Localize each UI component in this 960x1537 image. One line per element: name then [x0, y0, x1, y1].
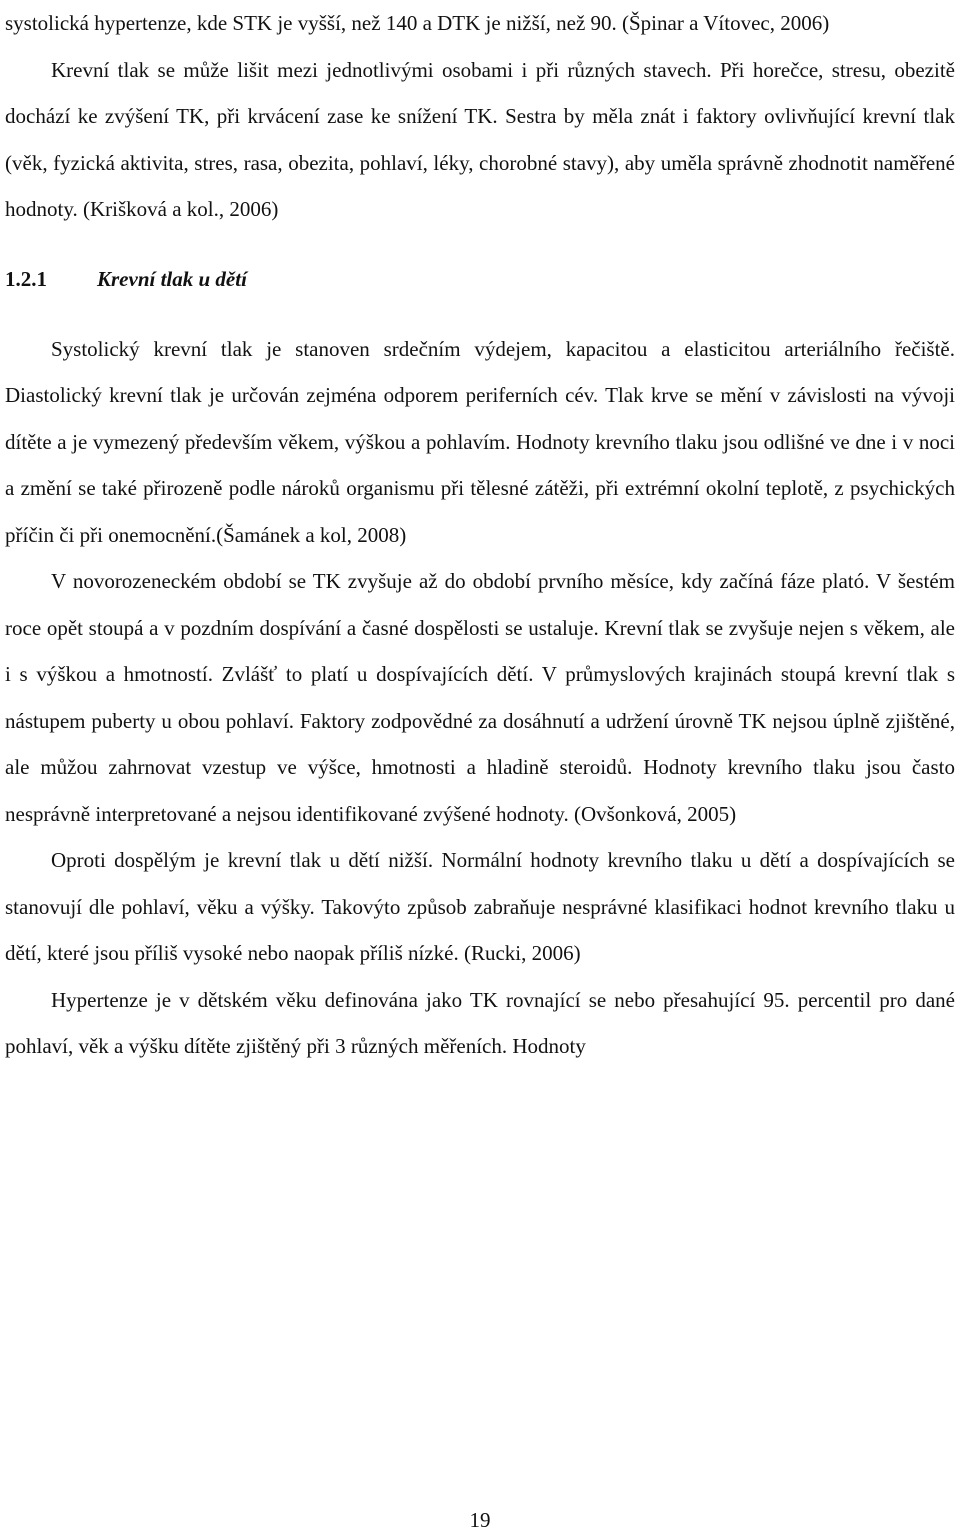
section-heading [5, 233, 955, 326]
paragraph-blood-pressure-variation: Krevní tlak se může lišit mezi jednotlivými osobami i při různých stavech. Při horečce, stresu, obezitě dochází ke zvýšení TK, při krvácení zase ke snížení TK. Sestra by měla znát i faktory ovlivňující krevní tlak (věk, fyzická aktivita, stres, rasa, obezita, pohlaví, léky, chorobné stavy), aby uměla správně zhodnotit naměřené hodnoty. (Krišková a kol., 2006) [5, 57, 955, 221]
section-title: Krevní tlak u dětí [97, 266, 247, 291]
paragraph-children-values: Oproti dospělým je krevní tlak u dětí nižší. Normální hodnoty krevního tlaku u dětí a dospívajících se stanovují dle pohlaví, věku a výšky. Takovýto způsob zabraňuje nesprávné klasifikaci hodnot krevního tlaku u dětí, které jsou příliš vysoké nebo naopak příliš nízké. (Rucki, 2006) [5, 848, 955, 965]
document-page [5, 0, 955, 1070]
paragraph-hypertension-children: Hypertenze je v dětském věku definována jako TK rovnající se nebo přesahující 95. percentil pro dané pohlaví, věk a výšku dítěte zjištěný při 3 různých měřeních. Hodnoty [5, 987, 955, 1058]
paragraph-newborn-period: V novorozeneckém období se TK zvyšuje až do období prvního měsíce, kdy začíná fáze plató. V šestém roce opět stoupá a v pozdním dospívání a časné dospělosti se ustaluje. Krevní tlak se zvyšuje nejen s věkem, ale i s výškou a hmotností. Zvlášť to platí u dospívajících dětí. V průmyslových krajinách stoupá krevní tlak s nástupem puberty u obou pohlaví. Faktory zodpovědné za dosáhnutí a udržení úrovně TK nejsou úplně zjištěné, ale můžou zahrnovat vzestup ve výšce, hmotnosti a hladině steroidů. Hodnoty krevního tlaku jsou často nesprávně interpretované a nejsou identifikované zvýšené hodnoty. (Ovšonková, 2005) [5, 569, 955, 826]
paragraph-systolic-pressure: Systolický krevní tlak je stanoven srdečním výdejem, kapacitou a elasticitou arteriálního řečiště. Diastolický krevní tlak je určován zejména odporem periferních cév. Tlak krve se mění v závislosti na vývoji dítěte a je vymezený především věkem, výškou a pohlavím. Hodnoty krevního tlaku jsou odlišné ve dne i v noci a změní se také přirozeně podle nároků organismu při tělesné zátěži, při extrémní okolní teplotě, z psychických příčin či při onemocnění.(Šamánek a kol, 2008) [5, 336, 955, 547]
section-number: 1.2.1 [5, 266, 47, 291]
page-number: 19 [469, 1508, 491, 1532]
paragraph-hypertension-definition: systolická hypertenze, kde STK je vyšší, než 140 a DTK je nižší, než 90. (Špinar a Vítovec, 2006) [5, 11, 830, 35]
